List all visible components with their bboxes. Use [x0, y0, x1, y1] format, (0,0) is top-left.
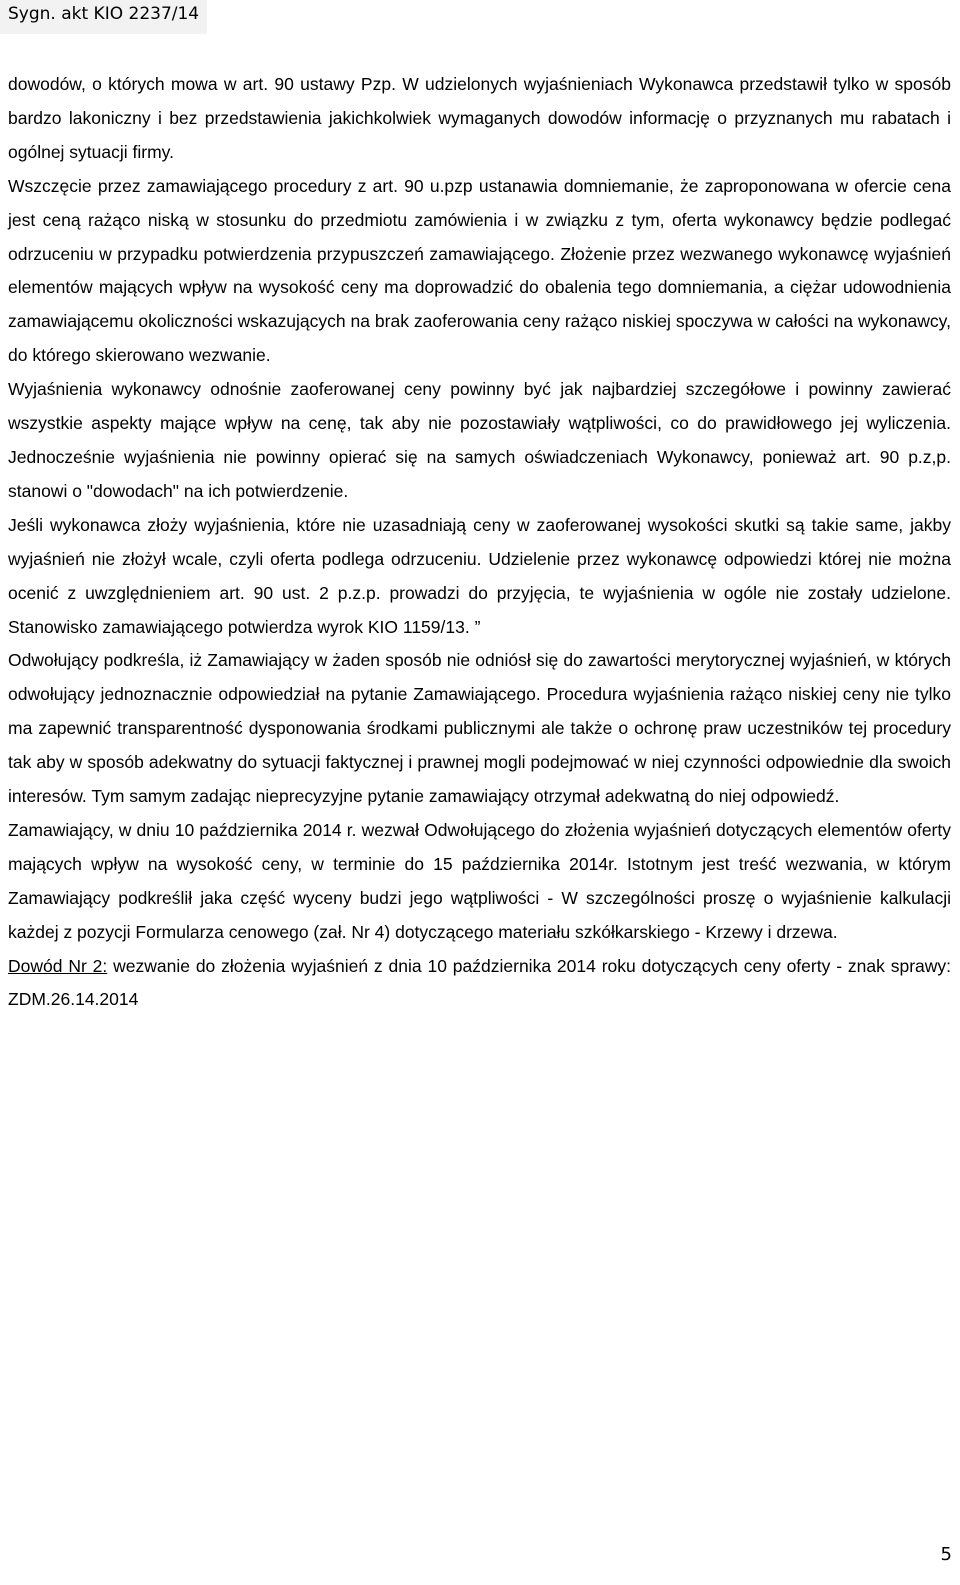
paragraph-explanation-requirements: Wyjaśnienia wykonawcy odnośnie zaoferowanej ceny powinny być jak najbardziej szczegółowe i powinny zawierać wszystkie aspekty mające wpływ na cenę, tak aby nie pozostawiały wątpliwości, co do prawidłowego jej wyliczenia. Jednocześnie wyjaśnienia nie powinny opierać się na samych oświadczeniach Wykonawcy, ponieważ art. 90 p.z,p. stanowi o "dowodach" na ich potwierdzenie. — [8, 379, 951, 501]
paragraph-summons-details: Zamawiający, w dniu 10 października 2014 r. wezwał Odwołującego do złożenia wyjaśnień dotyczących elementów oferty mających wpływ na wysokość ceny, w terminie do 15 października 2014r. Istotnym jest treść wezwania, w którym Zamawiający podkreślił jaka część wyceny budzi jego wątpliwości - W szczególności proszę o wyjaśnienie kalkulacji każdej z pozycji Formularza cenowego (zał. Nr 4) dotyczącego materiału szkółkarskiego - Krzewy i drzewa. — [8, 819, 951, 942]
evidence-label: Dowód Nr 2: — [8, 955, 108, 976]
paragraph-consequences: Jeśli wykonawca złoży wyjaśnienia, które nie uzasadniają ceny w zaoferowanej wysokości skutki są takie same, jakby wyjaśnień nie złożył wcale, czyli oferta podlega odrzuceniu. Udzielenie przez wykonawcę odpowiedzi której nie można ocenić z uwzględnieniem art. 90 ust. 2 p.z.p. prowadzi do przyjęcia, te wyjaśnienia w ogóle nie zostały udzielone. Stanowisko zamawiającego potwierdza wyrok KIO 1159/13. ” — [8, 514, 951, 637]
paragraph-evidence-insufficient: dowodów, o których mowa w art. 90 ustawy Pzp. W udzielonych wyjaśnieniach Wykonawca przedstawił tylko w sposób bardzo lakoniczny i bez przedstawienia jakichkolwiek wymaganych dowodów informację o przyznanych mu rabatach i ogólnej sytuacji firmy. — [8, 74, 951, 162]
paragraph-presumption: Wszczęcie przez zamawiającego procedury z art. 90 u.pzp ustanawia domniemanie, że zaproponowana w ofercie cena jest ceną rażąco niską w stosunku do przedmiotu zamówienia i w związku z tym, oferta wykonawcy będzie podlegać odrzuceniu w przypadku potwierdzenia przypuszczeń zamawiającego. Złożenie przez wezwanego wykonawcę wyjaśnień elementów mających wpływ na wysokość ceny ma doprowadzić do obalenia tego domniemania, a ciężar udowodnienia zamawiającemu okoliczności wskazujących na brak zaoferowania ceny rażąco niskiej spoczywa w całości na wykonawcy, do którego skierowano wezwanie. — [8, 175, 951, 366]
evidence-text: wezwanie do złożenia wyjaśnień z dnia 10 października 2014 roku dotyczących ceny oferty - znak sprawy: ZDM.26.14.2014 — [8, 955, 951, 1010]
page-number: 5 — [940, 1544, 952, 1565]
evidence-paragraph — [8, 950, 951, 1018]
paragraph-appellant-argument: Odwołujący podkreśla, iż Zamawiający w żaden sposób nie odniósł się do zawartości merytorycznej wyjaśnień, w których odwołujący jednoznacznie odpowiedział na pytanie Zamawiającego. Procedura wyjaśnienia rażąco niskiej ceny nie tylko ma zapewnić transparentność dysponowania środkami publicznymi ale także o ochronę praw uczestników tej procedury tak aby w sposób adekwatny do sytuacji faktycznej i prawnej mogli podejmować w niej czynności odpowiednie dla swoich interesów. Tym samym zadając nieprecyzyjne pytanie zamawiający otrzymał adekwatną do niej odpowiedź. — [8, 650, 951, 807]
document-body — [8, 68, 951, 1017]
running-header: Sygn. akt KIO 2237/14 — [0, 0, 207, 34]
